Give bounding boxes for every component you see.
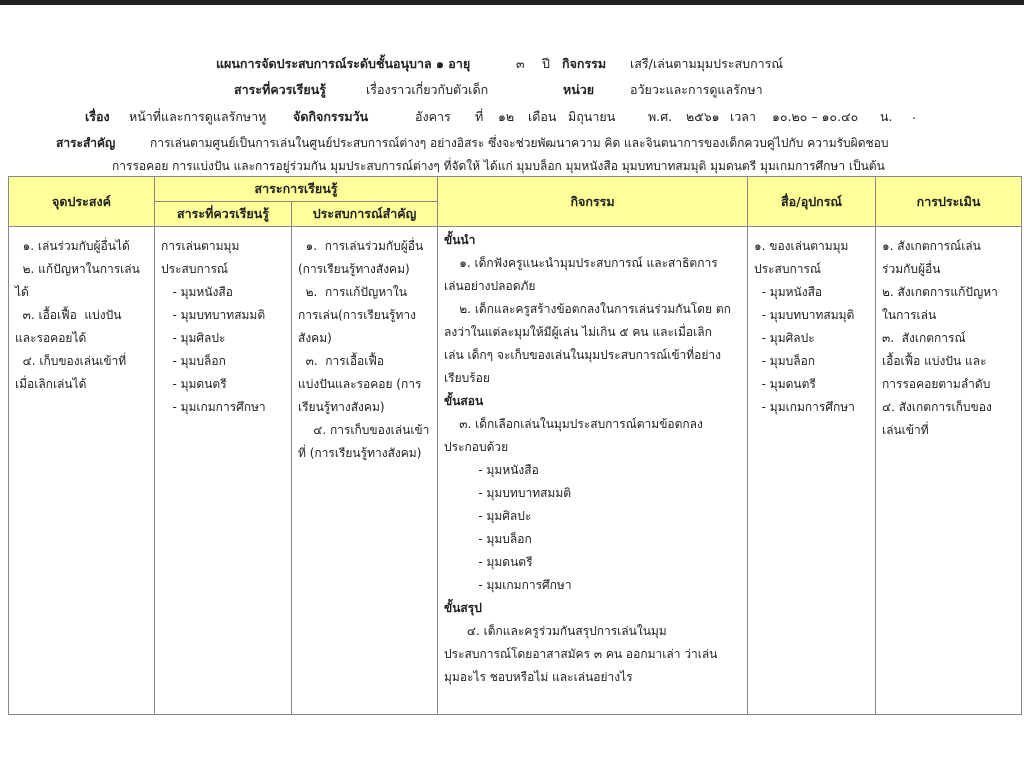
topic-value: หน้าที่และการดูแลรักษาหู — [129, 109, 267, 124]
objectives-cell — [9, 227, 155, 715]
content-line: การเล่นตามมุม — [161, 239, 240, 253]
experience-line: ๔. การเก็บของเล่นเข้า — [298, 423, 430, 437]
unit-label: หน่วย — [563, 82, 595, 97]
activities-cell — [438, 227, 748, 715]
content-line: - มุมบล็อก — [161, 354, 226, 368]
experience-line: สังคม) — [298, 331, 332, 345]
activity-line: - มุมบล็อก — [444, 532, 532, 546]
activity-line: เล่น เด็กๆ จะเก็บของเล่นในมุมประสบการณ์เข้าที่อย่าง — [444, 348, 721, 362]
day-value: อังคาร — [415, 109, 451, 124]
experience-line: ที่ (การเรียนรู้ทางสังคม) — [298, 446, 422, 460]
evaluation-line: ๓. สังเกตการณ์ — [882, 331, 966, 345]
evaluation-line: ในการเล่น — [882, 308, 937, 322]
activity-line: - มุมดนตรี — [444, 555, 533, 569]
activity-value: เสรี/เล่นตามมุมประสบการณ์ — [630, 56, 783, 71]
header-content: สาระที่ควรเรียนรู้ — [155, 202, 292, 227]
header-materials: สื่อ/อุปกรณ์ — [748, 177, 876, 227]
experience-line: ๓. การเอื้อเฟื้อ — [298, 354, 385, 368]
time-label: เวลา — [730, 109, 756, 124]
activity-line: - มุมศิลปะ — [444, 509, 532, 523]
activity-line: - มุมบทบาทสมมติ — [444, 486, 572, 500]
age-value: ๓ — [516, 56, 525, 71]
objective-line: ได้ — [15, 285, 29, 299]
evaluation-line: เล่นเข้าที่ — [882, 423, 929, 437]
objective-line: ๔. เก็บของเล่นเข้าที่ — [15, 354, 127, 368]
lesson-plan-table — [8, 176, 1022, 715]
activity-line: - มุมเกมการศึกษา — [444, 578, 572, 592]
date-value: ๑๒ — [498, 109, 515, 124]
teach-title: ขั้นสอน — [444, 394, 484, 408]
activity-line: - มุมหนังสือ — [444, 463, 539, 477]
experience-line: ๒. การแก้ปัญหาใน — [298, 285, 407, 299]
evaluation-line: เอื้อเฟื้อ แบ่งปัน และ — [882, 354, 987, 368]
objective-line: ๑. เล่นร่วมกับผู้อื่นได้ — [15, 239, 130, 253]
experience-line: แบ่งปันและรอคอย (การ — [298, 377, 422, 391]
evaluation-line: ร่วมกับผู้อื่น — [882, 262, 941, 276]
experience-line: เรียนรู้ทางสังคม) — [298, 400, 385, 414]
evaluation-line: การรอคอยตามลำดับ — [882, 377, 991, 391]
activity-line: ๒. เด็กและครูสร้างข้อตกลงในการเล่นร่วมกันโดย ตก — [444, 302, 731, 316]
activity-line: เรียบร้อย — [444, 371, 490, 385]
content-line: - มุมบทบาทสมมติ — [161, 308, 266, 322]
activity-line: ๓. เด็กเลือกเล่นในมุมประสบการณ์ตามข้อตกลง — [444, 417, 703, 431]
material-line: ๑. ของเล่นตามมุม — [754, 239, 849, 253]
experience-line: การเล่น(การเรียนรู้ทาง — [298, 308, 416, 322]
activity-line: ๔. เด็กและครูร่วมกันสรุปการเล่นในมุม — [444, 624, 667, 638]
activity-line: ลงว่าในแต่ละมุมให้มีผู้เล่น ไม่เกิน ๕ คน และเมื่อเลิก — [444, 325, 712, 339]
content-line: - มุมหนังสือ — [161, 285, 233, 299]
content-value: เรื่องราวเกี่ยวกับตัวเด็ก — [366, 82, 489, 97]
evaluation-line: ๔. สังเกตการเก็บของ — [882, 400, 992, 414]
unit-value: อวัยวะและการดูแลรักษา — [630, 82, 763, 97]
day-label: จัดกิจกรรมวัน — [293, 109, 369, 124]
material-line: - มุมบทบาทสมมุติ — [754, 308, 855, 322]
evaluation-line: ๑. สังเกตการณ์เล่น — [882, 239, 981, 253]
content-line: - มุมเกมการศึกษา — [161, 400, 266, 414]
objective-line: และรอคอยได้ — [15, 331, 87, 345]
evaluation-cell — [876, 227, 1022, 715]
header-evaluation: การประเมิน — [876, 177, 1022, 227]
material-line: ประสบการณ์ — [754, 262, 822, 276]
essence-text-1: การเล่นตามศูนย์เป็นการเล่นในศูนย์ประสบการณ์ต่างๆ อย่างอิสระ ซึ่งจะช่วยพัฒนาความ คิด และจินตนาการของเด็กควบคู่ไปกับ ความรับผิดชอบ — [150, 136, 889, 150]
material-line: - มุมดนตรี — [754, 377, 816, 391]
age-unit: ปี — [542, 56, 550, 71]
content-cell — [155, 227, 292, 715]
topic-label: เรื่อง — [85, 109, 110, 124]
experience-line: (การเรียนรู้ทางสังคม) — [298, 262, 410, 276]
plan-label: แผนการจัดประสบการณ์ระดับชั้นอนุบาล ๑ อายุ — [216, 56, 471, 71]
time-value: ๑๐.๒๐ – ๑๐.๔๐ — [772, 109, 859, 124]
experience-cell — [292, 227, 438, 715]
experience-line: ๑. การเล่นร่วมกับผู้อื่น — [298, 239, 424, 253]
essence-label: สาระสำคัญ — [56, 136, 116, 150]
activity-line: ประสบการณ์โดยอาสาสมัคร ๓ คน ออกมาเล่า ว่าเล่น — [444, 647, 718, 661]
content-line: - มุมศิลปะ — [161, 331, 226, 345]
top-border — [0, 0, 1024, 5]
material-line: - มุมศิลปะ — [754, 331, 815, 345]
material-line: - มุมหนังสือ — [754, 285, 823, 299]
material-line: - มุมบล็อก — [754, 354, 816, 368]
activity-line: ๑. เด็กฟังครูแนะนำมุมประสบการณ์ และสาธิตการ — [444, 256, 718, 270]
year-value: ๒๕๖๑ — [686, 109, 720, 124]
objective-line: ๒. แก้ปัญหาในการเล่น — [15, 262, 140, 276]
activity-line: ประกอบด้วย — [444, 440, 509, 454]
header-experience: ประสบการณ์สำคัญ — [292, 202, 438, 227]
header-activities: กิจกรรม — [438, 177, 748, 227]
content-line: ประสบการณ์ — [161, 262, 229, 276]
date-label: ที่ — [475, 109, 484, 124]
content-label: สาระที่ควรเรียนรู้ — [234, 82, 326, 97]
summary-title: ขั้นสรุป — [444, 601, 482, 615]
content-line: - มุมดนตรี — [161, 377, 227, 391]
objective-line: เมื่อเลิกเล่นได้ — [15, 377, 87, 391]
month-label: เดือน — [528, 109, 557, 124]
month-value: มิถุนายน — [568, 109, 616, 124]
materials-cell — [748, 227, 876, 715]
activity-line: มุมอะไร ชอบหรือไม่ และเล่นอย่างไร — [444, 670, 633, 684]
header-learning: สาระการเรียนรู้ — [155, 177, 438, 202]
objective-line: ๓. เอื้อเฟื้อ แบ่งปัน — [15, 308, 122, 322]
activity-label: กิจกรรม — [562, 56, 607, 71]
essence-text-2: การรอคอย การแบ่งปัน และการอยู่ร่วมกัน มุมประสบการณ์ต่างๆ ที่จัดให้ ได้แก่ มุมบล็อก มุมหนังสือ มุมบทบาทสมมุติ มุมดนตรี มุมเกมการศึกษา เป็นต้น — [112, 159, 885, 173]
activity-line: เล่นอย่างปลอดภัย — [444, 279, 536, 293]
material-line: - มุมเกมการศึกษา — [754, 400, 855, 414]
time-unit: น. — [880, 109, 893, 124]
year-label: พ.ศ. — [648, 109, 673, 124]
intro-title: ขั้นนำ — [444, 233, 476, 247]
end-dot: . — [912, 107, 916, 122]
header-objectives: จุดประสงค์ — [9, 177, 155, 227]
evaluation-line: ๒. สังเกตการแก้ปัญหา — [882, 285, 998, 299]
